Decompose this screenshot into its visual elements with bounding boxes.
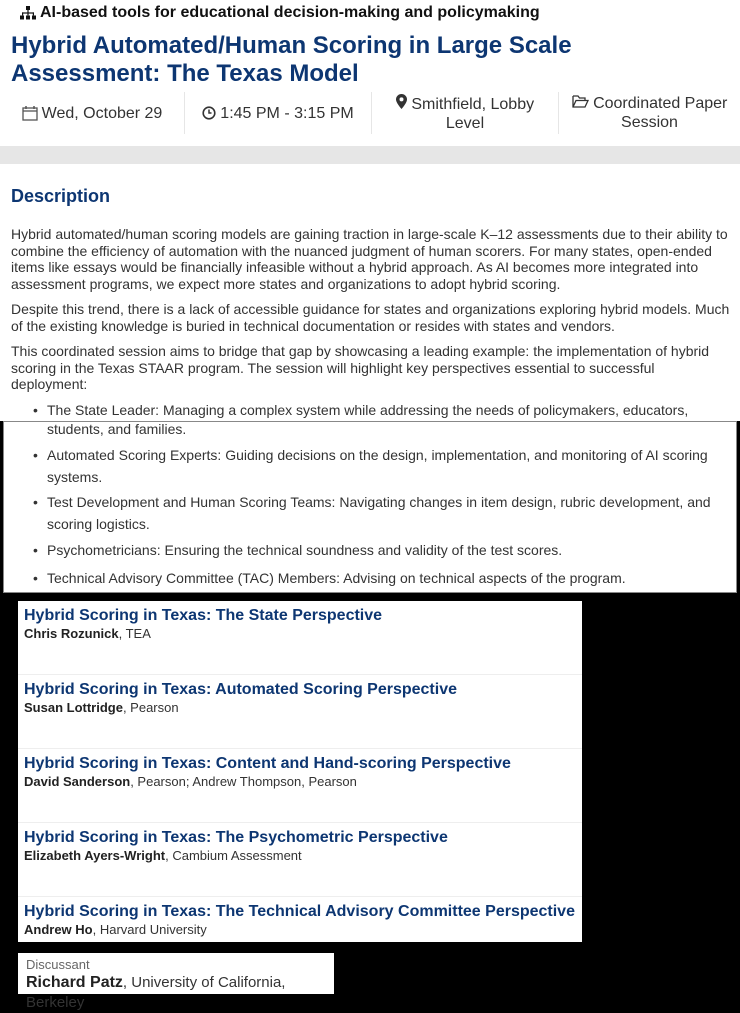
calendar-icon [22, 105, 38, 121]
author-name[interactable]: Andrew Ho [24, 922, 93, 937]
description-heading: Description [11, 186, 111, 206]
author-name[interactable]: Susan Lottridge [24, 700, 123, 715]
date-cell [0, 92, 185, 134]
date-text: Wed, October 29 [41, 104, 163, 122]
list-item: • The State Leader: Managing a complex system while addressing the needs of policymakers, educators, students, and families. [47, 401, 732, 439]
list-item: • Psychometricians: Ensuring the technical soundness and validity of the test scores. [47, 539, 732, 561]
type-cell [559, 92, 740, 134]
session-header [0, 0, 740, 421]
paper-authors: Andrew Ho, Harvard University [24, 922, 207, 937]
session-meta [0, 92, 740, 134]
page-title: Hybrid Automated/Human Scoring in Large Scale Assessment: The Texas Model [11, 32, 572, 87]
clock-icon [202, 106, 216, 120]
discussant-box [18, 953, 334, 1011]
discussant-info: Richard Patz, University of California, Berkeley [26, 974, 286, 1011]
paper-item [18, 675, 582, 749]
time-cell [185, 92, 372, 134]
list-item: • Automated Scoring Experts: Guiding decisions on the design, implementation, and monitoring of AI scoring systems. [47, 444, 732, 488]
type-text: Coordinated Paper Session [565, 94, 734, 132]
description-paragraph: Hybrid automated/human scoring models are gaining traction in large-scale K–12 assessments due to their ability to combine the efficiency of automation with the nuanced judgment of human scorers. For many states, open-ended items like essays would be financially infeasible without a hybrid approach. As AI becomes more integrated into assessment programs, we expect more states and organizations to adopt hybrid scoring. [11, 226, 728, 292]
paper-item [18, 601, 582, 675]
paper-title-link[interactable]: Hybrid Scoring in Texas: Content and Hand-scoring Perspective [24, 755, 511, 772]
location-cell [372, 92, 559, 134]
paper-title-link[interactable]: Hybrid Scoring in Texas: The Psychometric Perspective [24, 829, 448, 846]
paper-authors: Elizabeth Ayers-Wright, Cambium Assessment [24, 848, 302, 863]
list-item: • Test Development and Human Scoring Teams: Navigating changes in item design, rubric development, and scoring logistics. [47, 491, 732, 535]
paper-authors: Chris Rozunick, TEA [24, 626, 151, 641]
discussant-label: Discussant [26, 957, 90, 972]
discussant-name[interactable]: Richard Patz [26, 974, 123, 991]
author-name[interactable]: David Sanderson [24, 774, 131, 789]
paper-title-link[interactable]: Hybrid Scoring in Texas: The Technical Advisory Committee Perspective [24, 903, 575, 920]
paper-item [18, 823, 582, 897]
paper-title-link[interactable]: Hybrid Scoring in Texas: The State Perspective [24, 607, 383, 624]
bullet-list-box [3, 421, 737, 593]
description-paragraph: Despite this trend, there is a lack of accessible guidance for states and organizations exploring hybrid models. Much of the existing knowledge is buried in technical documentation or resides with states and vendors. [11, 301, 730, 334]
divider-band [0, 146, 740, 164]
map-marker-icon [396, 94, 407, 109]
paper-authors: David Sanderson, Pearson; Andrew Thompson, Pearson [24, 774, 357, 789]
author-name[interactable]: Chris Rozunick [24, 626, 119, 641]
folder-open-icon [572, 94, 589, 108]
author-name[interactable]: Elizabeth Ayers-Wright [24, 848, 166, 863]
track-text: AI-based tools for educational decision-making and policymaking [40, 4, 540, 21]
time-text: 1:45 PM - 3:15 PM [220, 104, 354, 122]
description-paragraph: This coordinated session aims to bridge that gap by showcasing a leading example: the implementation of hybrid scoring in the Texas STAAR program. The session will highlight key perspectives essential to successful deployment: [11, 343, 710, 392]
track-label[interactable] [20, 4, 540, 22]
list-item: • Technical Advisory Committee (TAC) Members: Advising on technical aspects of the program. [47, 567, 732, 589]
paper-authors: Susan Lottridge, Pearson [24, 700, 179, 715]
papers-list [18, 601, 582, 942]
paper-item [18, 749, 582, 823]
paper-title-link[interactable]: Hybrid Scoring in Texas: Automated Scoring Perspective [24, 681, 457, 698]
location-text: Smithfield, Lobby Level [378, 94, 552, 133]
sitemap-icon [20, 6, 36, 20]
